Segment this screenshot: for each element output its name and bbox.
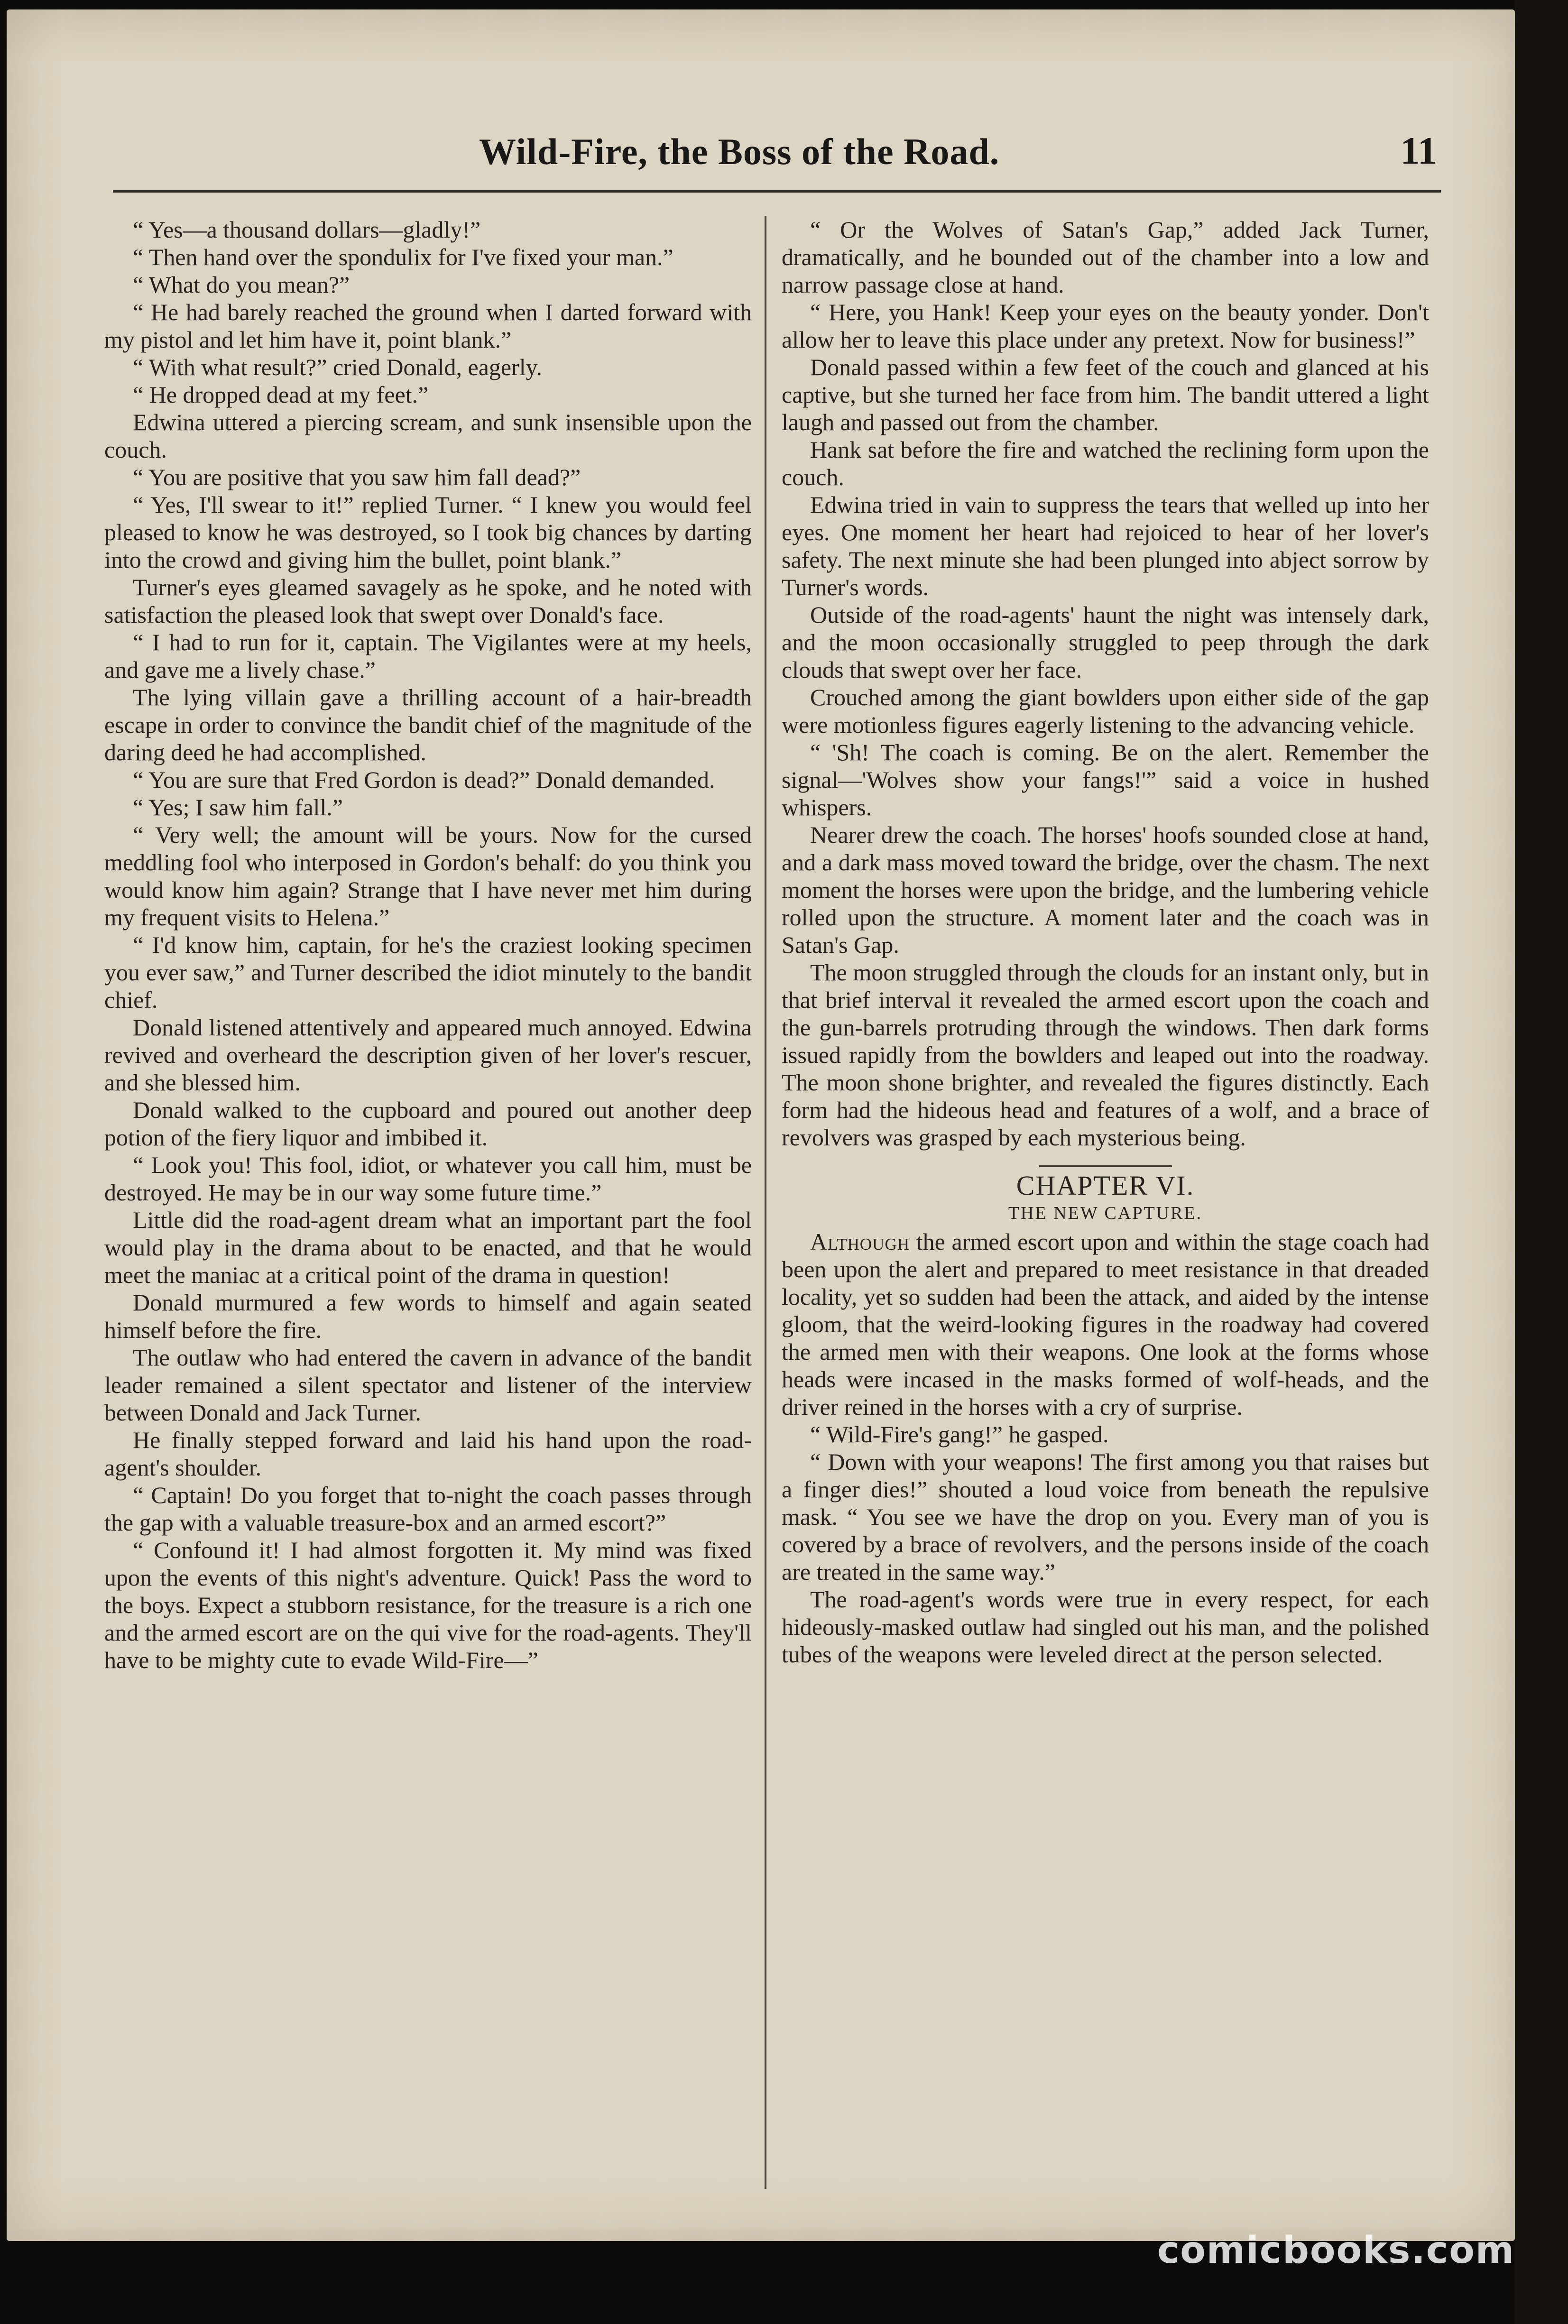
paragraph: “ Then hand over the spondulix for I've fixed your man.”: [133, 244, 673, 270]
paragraph: Donald listened attentively and appeared much annoyed. Edwina revived and overheard the description given of her lover's rescuer, and she blessed him.: [104, 1014, 752, 1096]
paragraph: “ Here, you Hank! Keep your eyes on the beauty yonder. Don't allow her to leave this place under any pretext. Now for business!”: [782, 299, 1429, 353]
paragraph: “ Or the Wolves of Satan's Gap,” added Jack Turner, dramatically, and he bounded out of the chamber into a low and narrow passage close at hand.: [782, 216, 1429, 298]
column-divider: [765, 216, 766, 2189]
paragraph: “ Look you! This fool, idiot, or whatever you call him, must be destroyed. He may be in our way some future time.”: [104, 1152, 752, 1206]
paragraph: “ Yes, I'll swear to it!” replied Turner. “ I knew you would feel pleased to know he was destroyed, so I took big chances by darting into the crowd and giving him the bullet, point blank.”: [104, 491, 752, 573]
paragraph: The road-agent's words were true in every respect, for each hideously-masked outlaw had singled out his man, and the polished tubes of the weapons were leveled direct at the person selected.: [782, 1586, 1429, 1668]
paragraph: “ 'Sh! The coach is coming. Be on the alert. Remember the signal—'Wolves show your fangs!'” said a voice in hushed whispers.: [782, 739, 1429, 821]
chapter-subtitle: THE NEW CAPTURE.: [1008, 1203, 1203, 1223]
paragraph: The outlaw who had entered the cavern in advance of the bandit leader remained a silent spectator and listener of the interview between Donald and Jack Turner.: [104, 1344, 752, 1426]
chapter-opening-paragraph: [782, 1228, 1429, 1420]
paragraph: “ What do you mean?”: [133, 271, 350, 298]
paragraph: Edwina tried in vain to suppress the tears that welled up into her eyes. One moment her heart had rejoiced to hear of her lover's safety. The next minute she had been plunged into abject sorrow by Turner's words.: [782, 491, 1429, 600]
paragraph: Donald passed within a few feet of the couch and glanced at his captive, but she turned her face from him. The bandit uttered a light laugh and passed out from the chamber.: [782, 354, 1429, 435]
chapter-heading: CHAPTER VI.: [1016, 1170, 1195, 1201]
page-number: 11: [1400, 129, 1437, 172]
page-header: [109, 121, 1437, 178]
paragraph: Little did the road-agent dream what an important part the fool would play in the drama about to be enacted, and that he would meet the maniac at a critical point of the drama in question!: [104, 1207, 752, 1288]
paragraph: “ Yes; I saw him fall.”: [133, 794, 343, 821]
paragraph: Outside of the road-agents' haunt the night was intensely dark, and the moon occasionally struggled to peep through the dark clouds that swept over her face.: [782, 601, 1429, 683]
paragraph: “ He dropped dead at my feet.”: [133, 381, 429, 408]
right-column: [782, 216, 1429, 1668]
paragraph: The lying villain gave a thrilling account of a hair-breadth escape in order to convince the bandit chief of the magnitude of the daring deed he had accomplished.: [104, 684, 752, 765]
chapter-opening-text: the armed escort upon and within the stage coach had been upon the alert and prepared to meet resistance in that dreaded locality, yet so sudden had been the attack, and aided by the intense gloom, that the weird-looking figures in the roadway had covered the armed men with their weapons. One look at the forms whose heads were incased in the masks formed of wolf-heads, and the driver reined in the horses with a cry of surprise.: [782, 1228, 1429, 1420]
paragraph: “ Yes—a thousand dollars—gladly!”: [133, 216, 481, 243]
paragraph: Hank sat before the fire and watched the reclining form upon the couch.: [782, 436, 1429, 490]
paragraph: Donald murmured a few words to himself and again seated himself before the fire.: [104, 1289, 752, 1343]
paragraph: “ Captain! Do you forget that to-night the coach passes through the gap with a valuable treasure-box and an armed escort?”: [104, 1482, 752, 1536]
chapter-opening-word: Although: [810, 1228, 910, 1255]
paragraph: The moon struggled through the clouds for an instant only, but in that brief interval it revealed the armed escort upon the coach and the gun-barrels protruding through the windows. Then dark forms issued rapidly from the bowlders and leaped out into the roadway. The moon shone brighter, and revealed the figures distinctly. Each form had the hideous head and features of a wolf, and a brace of revolvers was grasped by each mysterious being.: [782, 959, 1429, 1151]
paragraph: “ With what result?” cried Donald, eagerly.: [133, 354, 542, 380]
header-rule: [113, 190, 1441, 193]
paragraph: He finally stepped forward and laid his hand upon the road-agent's shoulder.: [104, 1427, 752, 1481]
paragraph: Edwina uttered a piercing scream, and sunk insensible upon the couch.: [104, 409, 752, 463]
paragraph: “ Very well; the amount will be yours. Now for the cursed meddling fool who interposed in Gordon's behalf: do you think you would know him again? Strange that I have never met him during my frequent visits to Helena.”: [104, 821, 752, 931]
paragraph: “ You are positive that you saw him fall dead?”: [133, 464, 581, 490]
scan-edge: [1515, 0, 1568, 2324]
paragraph: “ I had to run for it, captain. The Vigilantes were at my heels, and gave me a lively chase.”: [104, 629, 752, 683]
paragraph: “ I'd know him, captain, for he's the craziest looking specimen you ever saw,” and Turner described the idiot minutely to the bandit chief.: [104, 931, 752, 1013]
paragraph: Crouched among the giant bowlders upon either side of the gap were motionless figures eagerly listening to the advancing vehicle.: [782, 684, 1429, 738]
paragraph: “ You are sure that Fred Gordon is dead?” Donald demanded.: [133, 766, 715, 793]
paragraph: Nearer drew the coach. The horses' hoofs sounded close at hand, and a dark mass moved toward the bridge, over the chasm. The next moment the horses were upon the bridge, and the lumbering vehicle rolled upon the structure. A moment later and the coach was in Satan's Gap.: [782, 821, 1429, 958]
watermark: comicbooks.com: [1157, 2229, 1515, 2272]
paragraph: “ He had barely reached the ground when I darted forward with my pistol and let him have it, point blank.”: [104, 299, 752, 353]
running-title: Wild-Fire, the Boss of the Road.: [479, 131, 1000, 172]
left-column: [104, 216, 752, 1674]
paragraph: “ Confound it! I had almost forgotten it. My mind was fixed upon the events of this night's adventure. Quick! Pass the word to the boys. Expect a stubborn resistance, for the treasure is a rich one and the armed escort are on the qui vive for the road-agents. They'll have to be mighty cute to evade Wild-Fire—”: [104, 1537, 752, 1673]
paragraph: “ Down with your weapons! The first among you that raises but a finger dies!” shouted a loud voice from beneath the repulsive mask. “ You see we have the drop on you. Every man of you is covered by a brace of revolvers, and the persons inside of the coach are treated in the same way.”: [782, 1448, 1429, 1585]
paragraph: “ Wild-Fire's gang!” he gasped.: [810, 1421, 1109, 1448]
chapter-rule: [1039, 1165, 1172, 1167]
paragraph: Turner's eyes gleamed savagely as he spoke, and he noted with satisfaction the pleased look that swept over Donald's face.: [104, 574, 752, 628]
paragraph: Donald walked to the cupboard and poured out another deep potion of the fiery liquor and imbibed it.: [104, 1097, 752, 1151]
